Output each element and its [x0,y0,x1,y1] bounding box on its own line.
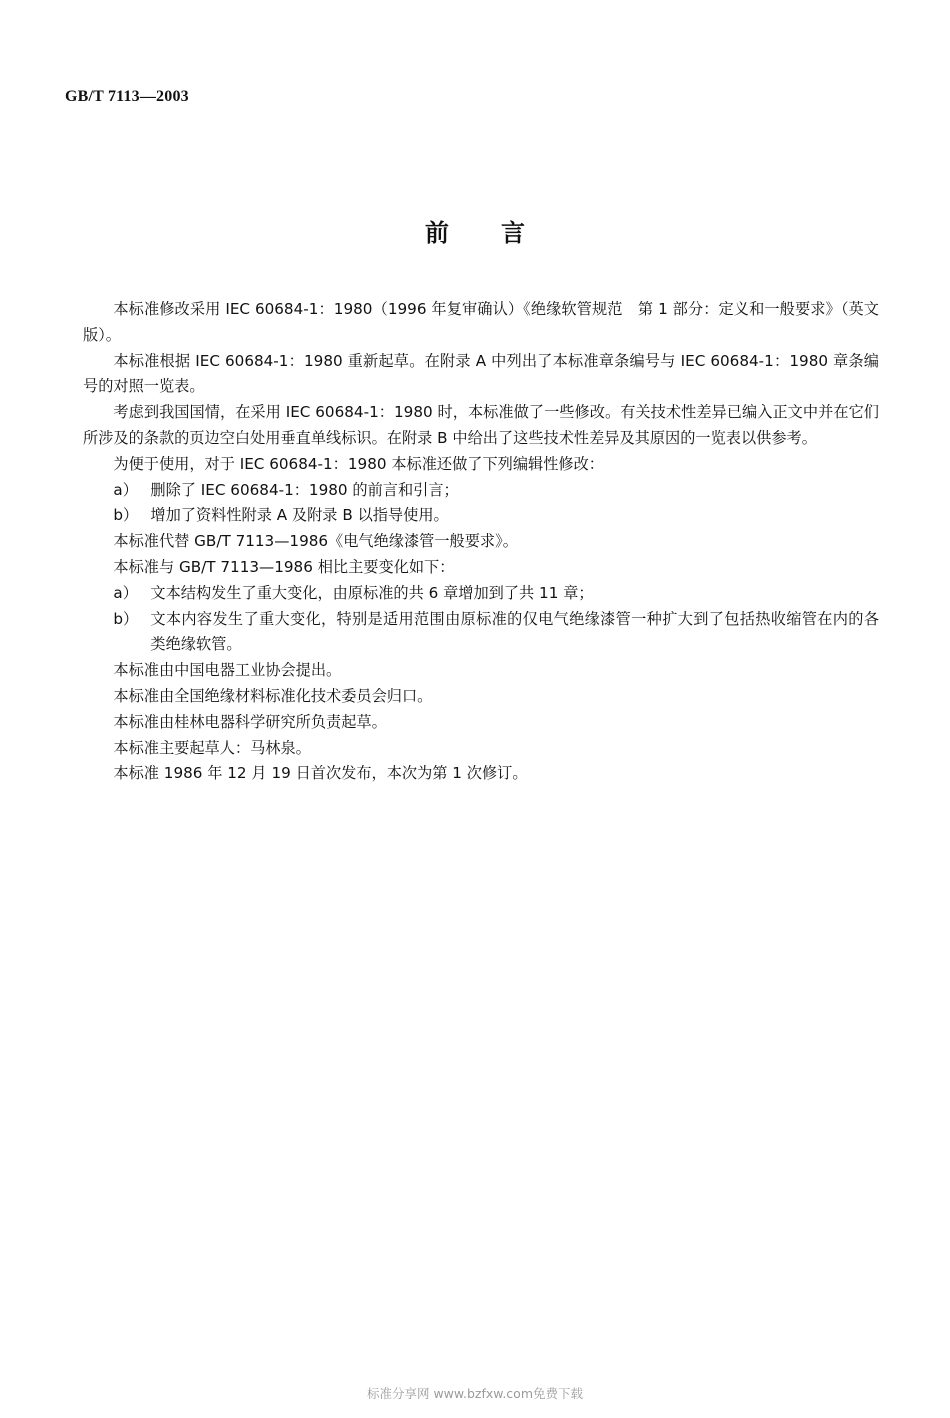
footer-watermark: 标准分享网 www.bzfxw.com免费下载 [366,1386,583,1401]
paragraph-replaces: 本标准代替 GB/T 7113—1986《电气绝缘漆管一般要求》。 [113,532,518,551]
paragraph-adoption: 本标准修改采用 IEC 60684-1：1980（1996 年复审确认）《绝缘软管规范 第 1 部分：定义和一般要求》（英文版）。 [83,300,879,344]
standard-code: GB/T 7113—2003 [65,88,189,105]
paragraph-editorial-intro: 为便于使用，对于 IEC 60684-1：1980 本标准还做了下列编辑性修改： [113,454,604,473]
list-text: 文本内容发生了重大变化，特别是适用范围由原标准的仅电气绝缘漆管一种扩大到了包括热收缩管在内的各类绝缘软管。 [150,609,879,654]
list-marker: a） [113,480,138,499]
page-title: 前言 [425,219,577,247]
paragraph-drafter: 本标准主要起草人：马林泉。 [113,738,311,757]
paragraph-modifications: 考虑到我国国情，在采用 IEC 60684-1：1980 时，本标准做了一些修改。有关技术性差异已编入正文中并在它们所涉及的条款的页边空白处用垂直单线标识。在附录 B 中给出了这些技术性差异及其原因的一览表以供参考。 [83,403,879,447]
list-item [83,607,879,659]
list-item [83,581,879,607]
list-marker: a） [113,583,138,602]
paragraph-changes-intro: 本标准与 GB/T 7113—1986 相比主要变化如下： [113,557,455,576]
list-marker: b） [113,609,139,628]
paragraph-drafting-unit: 本标准由桂林电器科学研究所负责起草。 [113,712,387,731]
document-body [83,297,879,787]
paragraph-history: 本标准 1986 年 12 月 19 日首次发布，本次为第 1 次修订。 [113,764,528,783]
paragraph-committee: 本标准由全国绝缘材料标准化技术委员会归口。 [113,686,433,705]
list-item [83,478,879,504]
paragraph-redraft: 本标准根据 IEC 60684-1：1980 重新起草。在附录 A 中列出了本标准章条编号与 IEC 60684-1：1980 章条编号的对照一览表。 [83,351,879,396]
list-text: 增加了资料性附录 A 及附录 B 以指导使用。 [150,506,449,525]
list-text: 文本结构发生了重大变化，由原标准的共 6 章增加到了共 11 章； [150,583,594,602]
list-item [83,503,879,529]
list-marker: b） [113,506,139,525]
paragraph-proposer: 本标准由中国电器工业协会提出。 [113,661,342,680]
list-text: 删除了 IEC 60684-1：1980 的前言和引言； [150,480,459,499]
